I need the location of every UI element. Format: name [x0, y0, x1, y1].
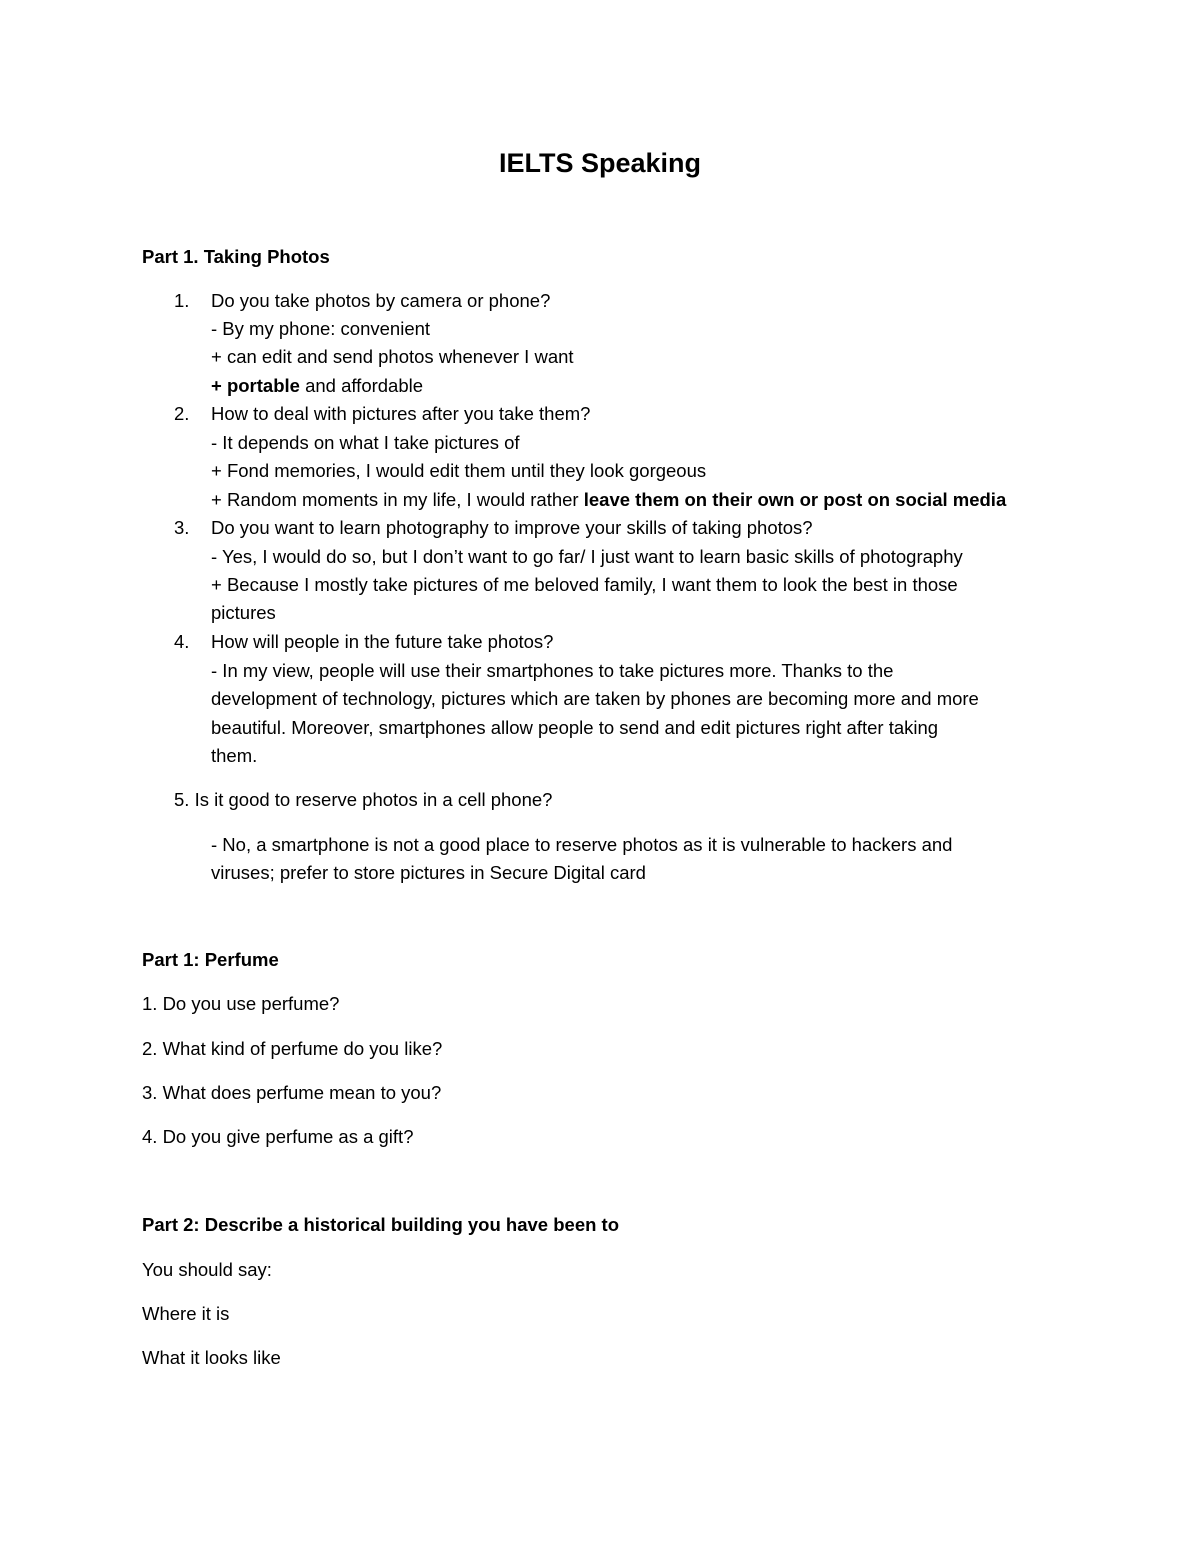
answer-line: + Because I mostly take pictures of me beloved family, I want them to look the best in those — [211, 574, 958, 595]
bold-phrase: + portable — [211, 375, 300, 396]
question-5: 5. Is it good to reserve photos in a cell phone? — [174, 789, 553, 810]
answer-line: development of technology, pictures which are taken by phones are becoming more and more — [211, 688, 979, 709]
answer-line — [211, 374, 423, 398]
answer-line: viruses; prefer to store pictures in Secure Digital card — [211, 862, 646, 883]
question-2: How to deal with pictures after you take them? — [211, 403, 591, 424]
answer-line: beautiful. Moreover, smartphones allow people to send and edit pictures right after taking — [211, 717, 939, 738]
cue-card-line: You should say: — [142, 1259, 272, 1280]
answer-text: and affordable — [299, 375, 424, 396]
section-heading-taking-photos: Part 1. Taking Photos — [142, 246, 330, 267]
list-number: 4. — [174, 631, 190, 652]
document-title: IELTS Speaking — [498, 148, 702, 178]
question-1: Do you take photos by camera or phone? — [211, 290, 551, 311]
answer-line: + can edit and send photos whenever I want — [211, 346, 574, 367]
perfume-question-1: 1. Do you use perfume? — [142, 993, 340, 1014]
perfume-question-3: 3. What does perfume mean to you? — [142, 1082, 442, 1103]
question-4: How will people in the future take photos? — [211, 631, 554, 652]
answer-line: + Fond memories, I would edit them until they look gorgeous — [211, 460, 707, 481]
answer-line: - By my phone: convenient — [211, 318, 431, 339]
list-number: 3. — [174, 517, 190, 538]
answer-text: + Random moments in my life, I would rather — [211, 489, 584, 510]
question-3: Do you want to learn photography to improve your skills of taking photos? — [211, 517, 813, 538]
section-heading-perfume: Part 1: Perfume — [142, 949, 279, 970]
cue-card-line: What it looks like — [142, 1347, 281, 1368]
section-heading-part2: Part 2: Describe a historical building you have been to — [142, 1214, 620, 1235]
cue-card-line: Where it is — [142, 1303, 230, 1324]
answer-line — [211, 488, 1006, 512]
answer-line: - No, a smartphone is not a good place to reserve photos as it is vulnerable to hackers and — [211, 834, 953, 855]
list-number: 2. — [174, 403, 190, 424]
list-number: 1. — [174, 290, 190, 311]
perfume-question-2: 2. What kind of perfume do you like? — [142, 1038, 443, 1059]
answer-line: them. — [211, 745, 258, 766]
perfume-question-4: 4. Do you give perfume as a gift? — [142, 1126, 414, 1147]
answer-line: - Yes, I would do so, but I don’t want to go far/ I just want to learn basic skills of photography — [211, 546, 963, 567]
answer-line: pictures — [211, 602, 276, 623]
bold-phrase: leave them on their own or post on social media — [583, 489, 1007, 510]
answer-line: - It depends on what I take pictures of — [211, 432, 520, 453]
answer-line: - In my view, people will use their smartphones to take pictures more. Thanks to the — [211, 660, 894, 681]
